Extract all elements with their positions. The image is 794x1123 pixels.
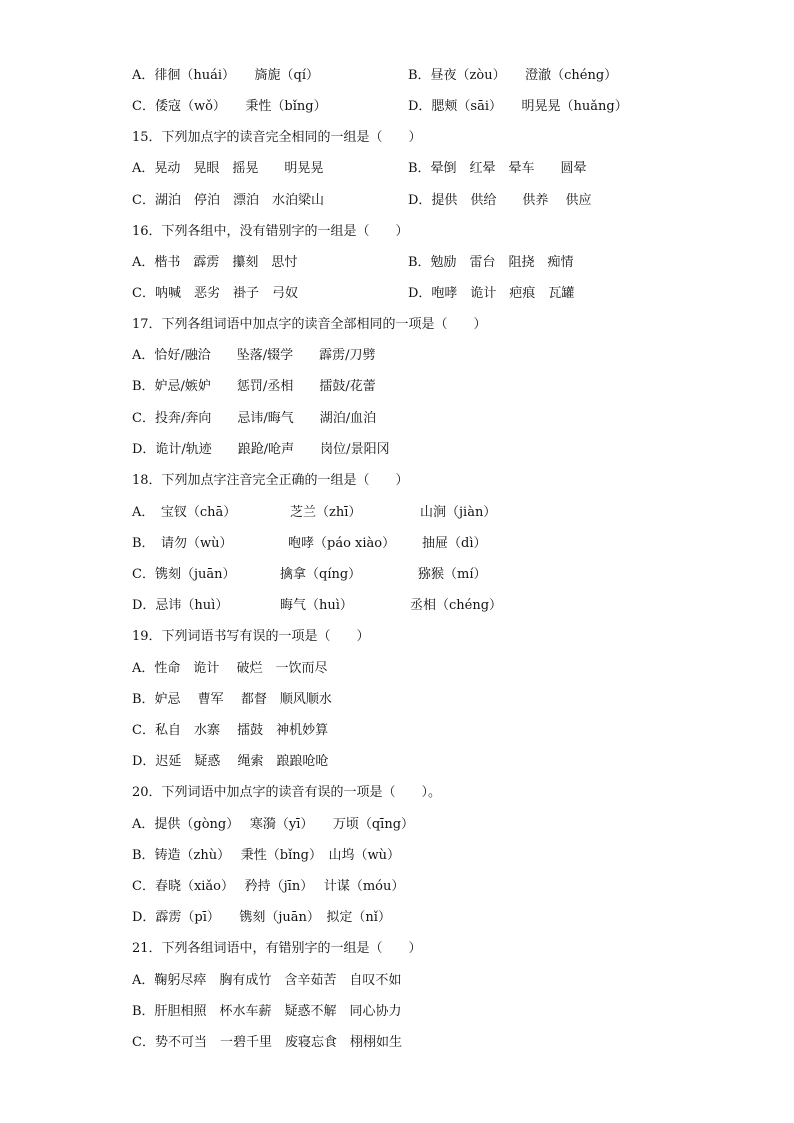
option-line: D．迟延 疑惑 绳索 踉踉呛呛 — [132, 754, 329, 769]
option-line: D．腮颊（sāi） 明晃晃（huǎng） — [408, 99, 628, 114]
option-line: 丞相（chéng） — [410, 598, 503, 613]
option-line: C．投奔/奔向 忌讳/晦气 湖泊/血泊 — [132, 411, 377, 426]
option-line: 芝兰（zhī） — [290, 505, 362, 520]
option-line: C．镌刻（juān） — [132, 567, 236, 582]
question-16: 16．下列各组中，没有错别字的一组是（ ） — [132, 224, 409, 239]
option-line: D．咆哮 诡计 疤痕 瓦罐 — [408, 286, 575, 301]
option-line: A．性命 诡计 破烂 一饮而尽 — [132, 661, 328, 676]
question-17: 17．下列各组词语中加点字的读音全部相同的一项是（ ） — [132, 317, 487, 332]
question-20: 20．下列词语中加点字的读音有误的一项是（ ）。 — [132, 785, 442, 800]
option-line: C．势不可当 一碧千里 废寝忘食 栩栩如生 — [132, 1035, 402, 1050]
option-line: C．湖泊 停泊 漂泊 水泊梁山 — [132, 193, 324, 208]
option-line: B．铸造（zhù） 秉性（bǐng） 山坞（wù） — [132, 848, 400, 863]
option-line: A．提供（gòng） 寒漪（yī） 万顷（qīng） — [132, 817, 415, 832]
option-line: D．诡计/轨迹 踉跄/呛声 岗位/景阳冈 — [132, 442, 390, 457]
question-18: 18．下列加点字注音完全正确的一组是（ ） — [132, 473, 409, 488]
option-line: B．勉励 雷台 阻挠 痴情 — [408, 255, 574, 270]
option-line: B．妒忌 曹军 都督 顺风顺水 — [132, 692, 332, 707]
option-line: B． 请勿（wù） — [132, 536, 233, 551]
option-line: A．晃动 晃眼 摇晃 明晃晃 — [132, 161, 324, 176]
option-line: C．春晓（xiǎo） 矜持（jīn） 计谋（móu） — [132, 879, 405, 894]
option-line: 抽屉（dì） — [422, 536, 487, 551]
option-line: 咆哮（páo xiào） — [288, 536, 396, 551]
question-15: 15．下列加点字的读音完全相同的一组是（ ） — [132, 130, 422, 145]
option-line: 擒拿（qíng） — [280, 567, 362, 582]
option-line: C．私自 水寨 擂鼓 神机妙算 — [132, 723, 329, 738]
option-line: A．鞠躬尽瘁 胸有成竹 含辛茹苦 自叹不如 — [132, 973, 402, 988]
option-line: C．呐喊 恶劣 褂子 弓奴 — [132, 286, 298, 301]
option-line: A．恰好/融洽 坠落/辍学 霹雳/刀劈 — [132, 348, 376, 363]
option-line: 晦气（huì） — [280, 598, 353, 613]
option-line: D．忌讳（huì） — [132, 598, 229, 613]
option-line: D．霹雳（pī） 镌刻（juān） 拟定（nǐ） — [132, 910, 391, 925]
option-line: A．徘徊（huái） 旖旎（qí） — [132, 68, 320, 83]
option-line: A． 宝钗（chā） — [132, 505, 237, 520]
option-line: 猕猴（mí） — [418, 567, 487, 582]
question-19: 19．下列词语书写有误的一项是（ ） — [132, 629, 370, 644]
option-line: 山涧（jiàn） — [420, 505, 497, 520]
option-line: D．提供 供给 供养 供应 — [408, 193, 592, 208]
option-line: B．晕倒 红晕 晕车 圆晕 — [408, 161, 587, 176]
option-line: B．妒忌/嫉妒 惩罚/丞相 擂鼓/花蕾 — [132, 379, 376, 394]
option-line: B．肝胆相照 杯水车薪 疑惑不解 同心协力 — [132, 1004, 402, 1019]
option-line: B．昼夜（zòu） 澄澈（chéng） — [408, 68, 618, 83]
option-line: C．倭寇（wǒ） 秉性（bǐng） — [132, 99, 327, 114]
question-21: 21．下列各组词语中，有错别字的一组是（ ） — [132, 941, 422, 956]
option-line: A．楷书 霹雳 攥刻 思忖 — [132, 255, 298, 270]
